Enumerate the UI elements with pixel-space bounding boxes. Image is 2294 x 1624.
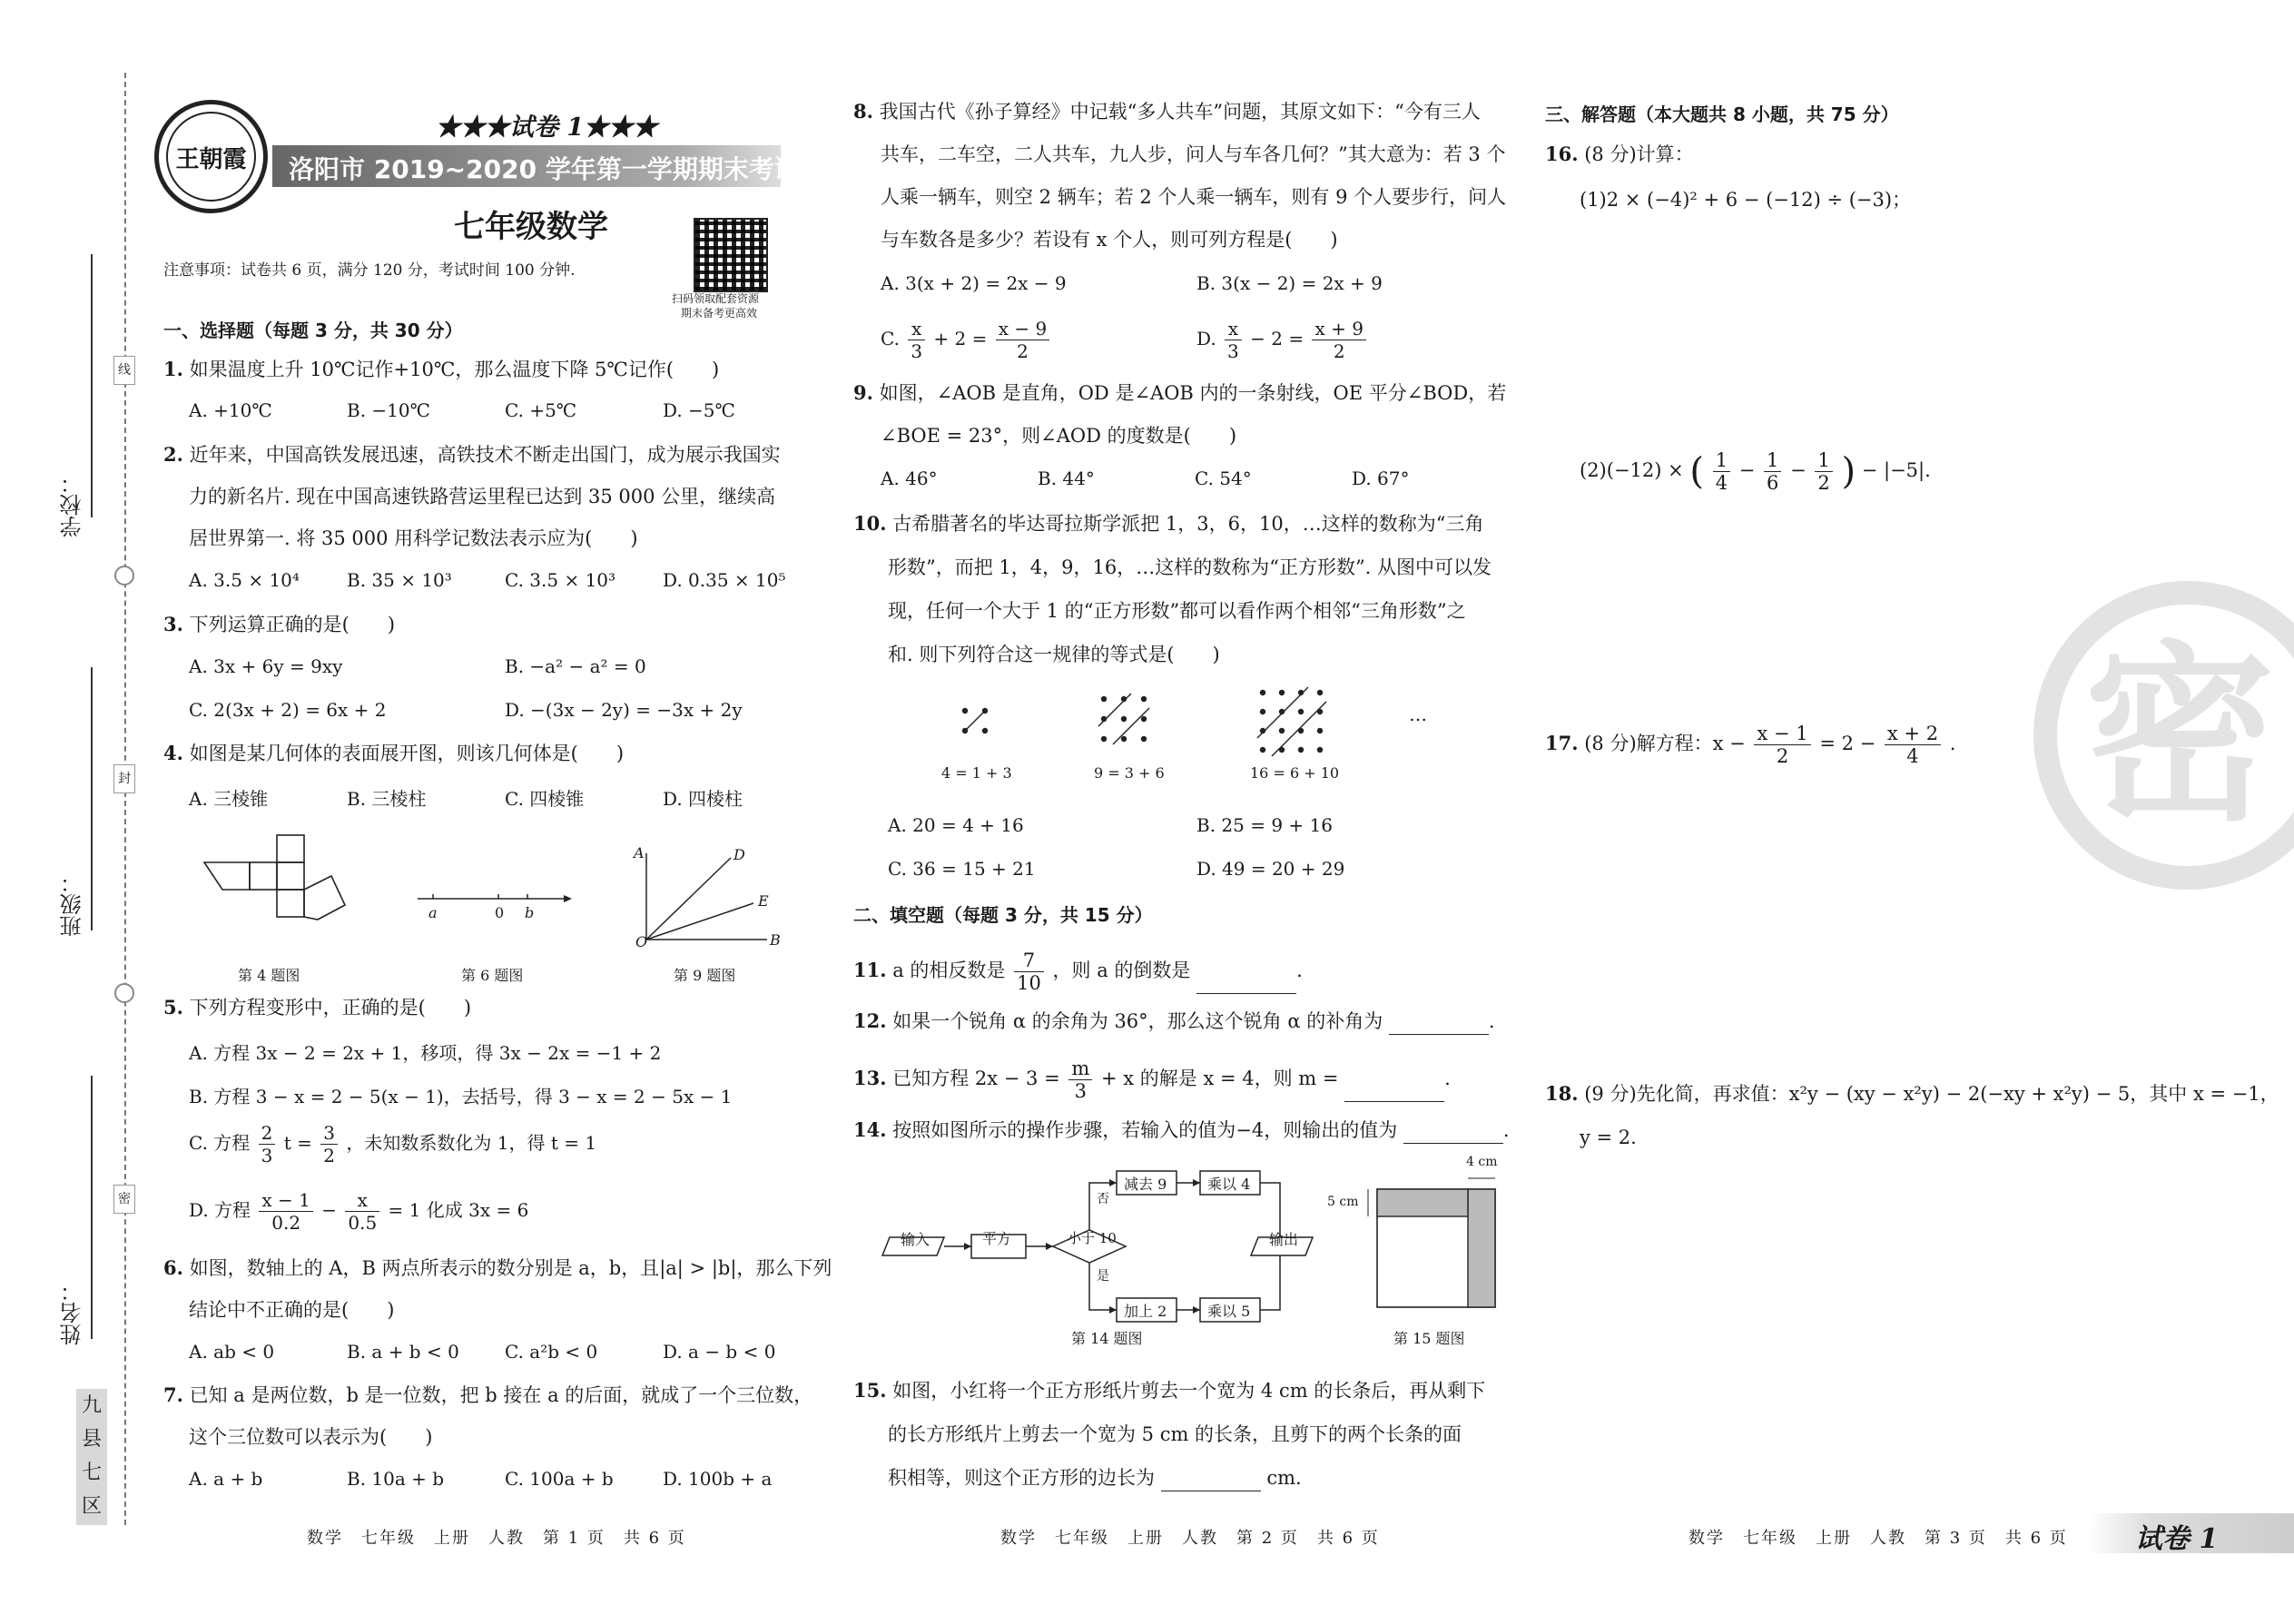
flow-multiply-5: 乘以 5 xyxy=(1207,1303,1251,1320)
brand-logo xyxy=(154,100,268,213)
subject-title: 七年级数学 xyxy=(454,209,608,245)
question-number: 10. xyxy=(853,512,887,535)
fraction xyxy=(1885,723,1941,767)
q3-option-d: D. −(3x − 2y) = −3x + 2y xyxy=(505,699,743,721)
option-text: = 1 化成 3x = 6 xyxy=(388,1199,529,1221)
fraction xyxy=(1754,723,1810,767)
question-3 xyxy=(163,611,395,638)
section-2-heading: 二、填空题（每题 3 分，共 15 分） xyxy=(853,904,1153,926)
class-underline xyxy=(91,667,93,930)
question-number: 11. xyxy=(853,959,887,981)
numerator: x xyxy=(345,1189,379,1212)
page-3-footer: 数学 七年级 上册 人教 第 3 页 共 6 页 xyxy=(1689,1529,2068,1548)
question-16-part-1: (1)2 × (−4)² + 6 − (−12) ÷ (−3)； xyxy=(1580,189,1912,211)
question-8 xyxy=(853,98,1481,125)
question-text: 积相等，则这个正方形的边长为 xyxy=(888,1467,1155,1489)
figure-9-label-d: D xyxy=(733,846,745,863)
numerator: x + 9 xyxy=(1312,318,1365,340)
question-18-line-2: y = 2. xyxy=(1580,1127,1637,1148)
question-text: 下列运算正确的是( ) xyxy=(189,614,396,635)
dot-ellipsis: … xyxy=(1409,704,1427,725)
answer-blank[interactable] xyxy=(1161,1471,1261,1491)
region-char: 七 xyxy=(81,1462,102,1484)
q1-option-a: A. +10℃ xyxy=(189,399,272,421)
question-number: 6. xyxy=(163,1256,183,1279)
question-number: 15. xyxy=(853,1379,887,1402)
q5-option-a: A. 方程 3x − 2 = 2x + 1，移项，得 3x − 2x = −1 + 2 xyxy=(189,1042,662,1064)
denominator: 2 xyxy=(1017,340,1029,362)
answer-blank[interactable] xyxy=(1196,973,1296,994)
binding-hole-1 xyxy=(114,566,134,586)
question-text: 下列方程变形中，正确的是( ) xyxy=(189,997,472,1019)
denominator: 6 xyxy=(1767,472,1779,494)
option-prefix: C. xyxy=(881,328,900,349)
question-text: a 的相反数是 xyxy=(892,960,1006,981)
class-label: 班级： xyxy=(60,871,85,937)
figure-9-caption: 第 9 题图 xyxy=(674,967,736,984)
flow-output: 输出 xyxy=(1269,1231,1299,1248)
question-10-line-2: 形数”，而把 1，4，9，16，…这样的数称为“正方形数”. 从图中可以发 xyxy=(888,556,1492,578)
numerator: x − 1 xyxy=(259,1189,312,1212)
page-1-footer: 数学 七年级 上册 人教 第 1 页 共 6 页 xyxy=(307,1529,686,1548)
question-text: 近年来，中国高铁发展迅速，高铁技术不断走出国门，成为展示我国实 xyxy=(189,444,781,466)
fraction xyxy=(345,1189,379,1234)
q6-option-b: B. a + b < 0 xyxy=(347,1341,459,1363)
school-underline xyxy=(91,254,93,517)
q4-option-d: D. 四棱柱 xyxy=(663,788,743,810)
q10-option-a: A. 20 = 4 + 16 xyxy=(888,814,1024,836)
question-number: 7. xyxy=(163,1383,183,1406)
fraction xyxy=(1815,449,1832,494)
denominator: 3 xyxy=(1074,1080,1088,1102)
question-number: 4. xyxy=(163,742,183,764)
q10-option-d: D. 49 = 20 + 29 xyxy=(1196,858,1345,880)
dot-figure-3 xyxy=(1255,685,1328,758)
question-10 xyxy=(853,510,1483,537)
section-3-heading: 三、解答题（本大题共 8 小题，共 75 分） xyxy=(1545,103,1899,125)
question-10-line-3: 现，任何一个大于 1 的“正方形数”都可以看作两个相邻“三角形数”之 xyxy=(888,600,1466,622)
figure-4-caption: 第 4 题图 xyxy=(238,967,300,984)
figure-6-caption: 第 6 题图 xyxy=(461,967,524,984)
figure-9-label-b: B xyxy=(770,931,781,949)
question-text: + x 的解是 x = 4，则 m = xyxy=(1101,1068,1339,1089)
dot-figure-2-caption: 9 = 3 + 6 xyxy=(1094,764,1165,782)
dot-figure-3-caption: 16 = 6 + 10 xyxy=(1250,764,1340,782)
flow-subtract-9: 减去 9 xyxy=(1124,1176,1167,1193)
section-1-heading: 一、选择题（每题 3 分，共 30 分） xyxy=(163,320,463,341)
fraction xyxy=(1713,449,1730,494)
q7-option-a: A. a + b xyxy=(189,1468,263,1490)
secret-seal-char: 密 xyxy=(2084,625,2276,847)
question-12: 12. 如果一个锐角 α 的余角为 36°，那么这个锐角 α 的补角为 . xyxy=(853,1008,1495,1035)
question-text: 如图，数轴上的 A，B 两点所表示的数分别是 a，b，且|a| > |b|，那么下列 xyxy=(189,1257,832,1279)
numerator: 2 xyxy=(259,1122,276,1145)
question-10-line-4: 和. 则下列符合这一规律的等式是( ) xyxy=(888,644,1220,665)
numerator: 1 xyxy=(1815,449,1832,472)
flow-yes-label: 是 xyxy=(1097,1269,1109,1284)
question-15-line-3 xyxy=(888,1464,1302,1491)
q5-option-b: B. 方程 3 − x = 2 − 5(x − 1)，去括号，得 3 − x = 2 − 5x − 1 xyxy=(189,1086,733,1107)
question-14: 14. 按照如图所示的操作步骤，若输入的值为−4，则输出的值为 . xyxy=(853,1117,1510,1144)
question-8-line-2: 共车，二车空，二人共车，九人步，问人与车各几何？”其大意为：若 3 个 xyxy=(881,143,1506,165)
question-9 xyxy=(853,379,1506,407)
figure-6-label-0: 0 xyxy=(495,904,505,921)
figure-9-label-a: A xyxy=(634,844,645,861)
question-text: (2)(−12) × xyxy=(1580,459,1684,481)
q3-option-b: B. −a² − a² = 0 xyxy=(505,655,646,677)
question-text: . xyxy=(1949,733,1956,754)
question-number: 9. xyxy=(853,381,873,404)
question-text: 古希腊著名的毕达哥拉斯学派把 1，3，6，10，…这样的数称为“三角 xyxy=(892,513,1484,535)
question-text: 如图，小红将一个正方形纸片剪去一个宽为 4 cm 的长条后，再从剩下 xyxy=(892,1380,1486,1402)
q6-option-c: C. a²b < 0 xyxy=(505,1341,598,1363)
answer-blank[interactable] xyxy=(1344,1081,1444,1102)
denominator: 4 xyxy=(1715,472,1728,494)
numerator: x − 1 xyxy=(1754,723,1810,745)
q3-option-a: A. 3x + 6y = 9xy xyxy=(189,655,343,677)
question-text: − |−5|. xyxy=(1861,459,1931,481)
question-number: 16. xyxy=(1545,143,1579,165)
binding-dashed-line xyxy=(124,73,126,1525)
denominator: 3 xyxy=(1227,340,1239,362)
option-text: − 2 = xyxy=(1250,328,1305,349)
question-text: 我国古代《孙子算经》中记载“多人共车”问题，其原文如下：“今有三人 xyxy=(879,101,1481,123)
fraction xyxy=(1068,1058,1092,1102)
flow-condition: 小于 10 xyxy=(1068,1230,1117,1246)
exam-tag: ★★★试卷 1★★★ xyxy=(436,113,658,142)
question-text: 如图，∠AOB 是直角，OD 是∠AOB 内的一条射线，OE 平分∠BOD，若 xyxy=(879,382,1507,404)
q7-option-d: D. 100b + a xyxy=(663,1468,773,1490)
fraction xyxy=(259,1189,312,1234)
question-7 xyxy=(163,1382,812,1409)
q1-option-c: C. +5℃ xyxy=(505,399,577,421)
question-6 xyxy=(163,1255,832,1282)
flow-input: 输入 xyxy=(901,1231,930,1248)
numerator: 1 xyxy=(1764,449,1781,472)
question-text: = 2 − xyxy=(1819,733,1876,754)
q8-option-a: A. 3(x + 2) = 2x − 9 xyxy=(881,272,1067,294)
figure-15-square xyxy=(1366,1171,1502,1316)
numerator: m xyxy=(1068,1058,1092,1080)
numerator: x xyxy=(1225,318,1242,340)
question-text: 按照如图所示的操作步骤，若输入的值为−4，则输出的值为 xyxy=(892,1119,1398,1141)
figure-14-caption: 第 14 题图 xyxy=(1071,1330,1143,1347)
figure-15-caption: 第 15 题图 xyxy=(1393,1330,1465,1347)
page-2-footer: 数学 七年级 上册 人教 第 2 页 共 6 页 xyxy=(1000,1529,1380,1548)
numerator: x xyxy=(908,318,925,340)
denominator: 2 xyxy=(1817,472,1830,494)
fraction xyxy=(1014,950,1044,994)
question-1 xyxy=(163,356,719,383)
secret-seal-watermark xyxy=(2033,581,2294,890)
exam-notice: 注意事项：试卷共 6 页，满分 120 分，考试时间 100 分钟. xyxy=(163,261,576,280)
question-6-line-2: 结论中不正确的是( ) xyxy=(189,1299,395,1321)
flow-no-label: 否 xyxy=(1097,1192,1109,1206)
question-number: 2. xyxy=(163,443,183,466)
denominator: 3 xyxy=(911,340,923,362)
figure-9-label-o: O xyxy=(635,933,648,950)
option-prefix: D. xyxy=(1196,328,1216,349)
question-number: 14. xyxy=(853,1118,887,1141)
question-text: 如果温度上升 10℃记作+10℃，那么温度下降 5℃记作( ) xyxy=(189,359,720,380)
denominator: 2 xyxy=(1776,745,1789,767)
question-number: 5. xyxy=(163,996,183,1019)
region-char: 九 xyxy=(81,1394,102,1417)
question-2-line-2: 力的新名片. 现在中国高速铁路营运里程已达到 35 000 公里，继续高 xyxy=(189,486,776,507)
numerator: 7 xyxy=(1014,950,1044,972)
option-text: − xyxy=(321,1199,338,1221)
fraction xyxy=(908,318,925,362)
exam-title: 洛阳市 2019~2020 学年第一学期期末考试试卷 xyxy=(289,154,851,184)
denominator: 0.5 xyxy=(348,1212,378,1234)
dot-figure-1-caption: 4 = 1 + 3 xyxy=(941,764,1012,782)
figure-6-label-b: b xyxy=(525,904,535,921)
brand-logo-text: 王朝霞 xyxy=(175,146,247,173)
q9-option-d: D. 67° xyxy=(1352,468,1410,489)
option-prefix: C. 方程 xyxy=(189,1132,251,1154)
denominator: 0.2 xyxy=(271,1212,301,1234)
q9-option-b: B. 44° xyxy=(1038,468,1095,489)
denominator: 3 xyxy=(261,1145,273,1166)
fraction xyxy=(320,1122,338,1166)
question-number: 18. xyxy=(1545,1082,1579,1105)
name-underline xyxy=(91,1076,93,1339)
binding-hole-2 xyxy=(114,983,134,1003)
flow-square: 平方 xyxy=(982,1230,1012,1247)
q7-option-b: B. 10a + b xyxy=(347,1468,445,1490)
q8-option-c xyxy=(881,318,1052,362)
figure-9-label-e: E xyxy=(758,892,769,910)
q4-option-a: A. 三棱锥 xyxy=(189,788,269,810)
region-box xyxy=(76,1389,107,1525)
q1-option-d: D. −5℃ xyxy=(663,399,735,421)
q7-option-c: C. 100a + b xyxy=(505,1468,614,1490)
dot-figure-2 xyxy=(1097,692,1151,746)
option-text: t = xyxy=(283,1132,312,1154)
question-16-part-2: (2)(−12) × ( $\frac{1}{4}$ − $\frac{1}{6}$ − $\frac{1}{2}$ ) − |−5|. xyxy=(1580,449,1931,494)
question-text: ，则 a 的倒数是 xyxy=(1052,960,1191,981)
question-text: (9 分)先化简，再求值：x²y − (xy − x²y) − 2(−xy + x²y) − 5，其中 x = −1， xyxy=(1584,1083,2279,1105)
answer-blank[interactable] xyxy=(1389,1014,1489,1035)
seal-marker: 封 xyxy=(113,764,135,793)
q2-option-a: A. 3.5 × 10⁴ xyxy=(189,569,300,591)
question-text: (8 分)解方程：x − xyxy=(1584,733,1746,754)
school-label: 学校： xyxy=(60,472,85,537)
q6-option-d: D. a − b < 0 xyxy=(663,1341,776,1363)
fraction xyxy=(1225,318,1242,362)
q4-option-c: C. 四棱锥 xyxy=(505,788,585,810)
q2-option-d: D. 0.35 × 10⁵ xyxy=(663,569,786,591)
question-2 xyxy=(163,441,781,468)
fraction xyxy=(996,318,1049,362)
question-5 xyxy=(163,994,471,1021)
fraction xyxy=(1764,449,1781,494)
numerator: 3 xyxy=(320,1122,338,1145)
q10-option-b: B. 25 = 9 + 16 xyxy=(1196,814,1333,836)
numerator: x + 2 xyxy=(1885,723,1941,745)
q5-option-d xyxy=(189,1189,528,1234)
question-9-line-2: ∠BOE = 23°，则∠AOD 的度数是( ) xyxy=(881,425,1237,447)
q3-option-c: C. 2(3x + 2) = 6x + 2 xyxy=(189,699,387,721)
region-char: 区 xyxy=(81,1495,102,1518)
q1-option-b: B. −10℃ xyxy=(347,399,430,421)
footer-badge: 试卷 1 xyxy=(2135,1523,2219,1555)
fraction xyxy=(1312,318,1365,362)
question-11: 11. a 的相反数是 $\frac{7}{10}$ ，则 a 的倒数是 . xyxy=(853,950,1303,994)
denominator: 4 xyxy=(1906,745,1919,767)
question-2-line-3: 居世界第一. 将 35 000 用科学记数法表示应为( ) xyxy=(189,527,638,549)
q2-option-b: B. 35 × 10³ xyxy=(347,569,452,591)
question-17 xyxy=(1545,723,1955,767)
question-number: 1. xyxy=(163,358,183,380)
question-4 xyxy=(163,740,624,767)
q6-option-a: A. ab < 0 xyxy=(189,1341,275,1363)
figure-15-height-label: 5 cm xyxy=(1327,1195,1359,1209)
qr-caption-2: 期末备考更高效 xyxy=(681,307,758,320)
q4-option-b: B. 三棱柱 xyxy=(347,788,427,810)
answer-blank[interactable] xyxy=(1403,1123,1503,1144)
numerator: 1 xyxy=(1713,449,1730,472)
secret-marker: 密 xyxy=(113,1185,135,1214)
question-8-line-4: 与车数各是多少？若设有 x 个人，则可列方程是( ) xyxy=(881,229,1338,251)
figure-6-label-a: a xyxy=(428,904,438,921)
option-prefix: D. 方程 xyxy=(189,1199,251,1221)
option-text: ，未知数系数化为 1，得 t = 1 xyxy=(346,1132,597,1154)
figure-15-width-label: 4 cm xyxy=(1466,1155,1498,1169)
question-13: 13. 已知方程 2x − 3 = $\frac{m}{3}$ + x 的解是 x = 4，则 m = . xyxy=(853,1058,1451,1102)
name-label: 姓名： xyxy=(60,1280,85,1345)
question-8-line-3: 人乘一辆车，则空 2 辆车；若 2 个人乘一辆车，则有 9 个人要步行，问人 xyxy=(881,186,1507,208)
q10-option-c: C. 36 = 15 + 21 xyxy=(888,858,1036,880)
denominator: 2 xyxy=(323,1145,336,1166)
region-char: 县 xyxy=(81,1428,102,1451)
line-marker: 线 xyxy=(113,356,135,385)
question-7-line-2: 这个三位数可以表示为( ) xyxy=(189,1426,433,1448)
question-18 xyxy=(1545,1080,2279,1107)
question-text: 已知方程 2x − 3 = xyxy=(892,1068,1060,1089)
question-number: 17. xyxy=(1545,732,1579,754)
q2-option-c: C. 3.5 × 10³ xyxy=(505,569,616,591)
q8-option-b: B. 3(x − 2) = 2x + 9 xyxy=(1196,272,1383,294)
fraction xyxy=(259,1122,276,1166)
question-text: (8 分)计算： xyxy=(1584,143,1694,165)
q9-option-c: C. 54° xyxy=(1195,468,1252,489)
q5-option-c xyxy=(189,1122,596,1166)
question-15 xyxy=(853,1377,1485,1404)
flow-multiply-4: 乘以 4 xyxy=(1207,1176,1251,1193)
question-number: 12. xyxy=(853,1009,887,1032)
flow-add-2: 加上 2 xyxy=(1124,1303,1167,1320)
question-unit: cm. xyxy=(1266,1467,1302,1489)
denominator: 10 xyxy=(1017,972,1041,994)
denominator: 2 xyxy=(1333,340,1345,362)
figure-4-net xyxy=(195,831,359,944)
question-text: 已知 a 是两位数，b 是一位数，把 b 接在 a 的后面，就成了一个三位数， xyxy=(189,1384,813,1406)
numerator: x − 9 xyxy=(996,318,1049,340)
question-15-line-2: 的长方形纸片上剪去一个宽为 5 cm 的长条，且剪下的两个长条的面 xyxy=(888,1423,1462,1445)
question-text: 如图是某几何体的表面展开图，则该几何体是( ) xyxy=(189,743,625,764)
question-number: 8. xyxy=(853,100,873,123)
q9-option-a: A. 46° xyxy=(881,468,938,489)
option-text: + 2 = xyxy=(933,328,988,349)
question-number: 13. xyxy=(853,1067,887,1089)
qr-code xyxy=(694,218,768,292)
qr-caption-1: 扫码领取配套资源 xyxy=(672,292,760,305)
question-text: 如果一个锐角 α 的余角为 36°，那么这个锐角 α 的补角为 xyxy=(892,1010,1383,1032)
question-16 xyxy=(1545,141,1694,168)
question-number: 3. xyxy=(163,613,183,635)
q8-option-d xyxy=(1196,318,1369,362)
dot-figure-1 xyxy=(958,704,994,740)
